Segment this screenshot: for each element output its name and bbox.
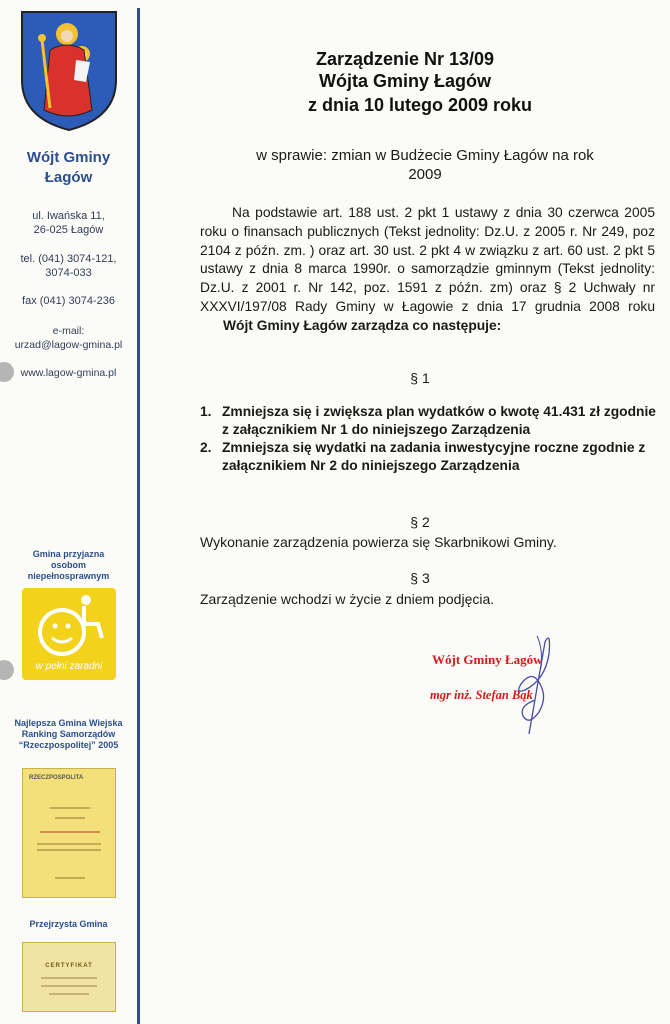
email-label: e-mail: bbox=[52, 325, 85, 337]
section-1-heading: § 1 bbox=[410, 370, 430, 386]
list-item-text: Zmniejsza się i zwiększa plan wydatków o kwotę 41.431 zł zgodnie z załącznikiem Nr 1 do niniejszego Zarządzenia bbox=[222, 404, 656, 437]
section-3-text: Zarządzenie wchodzi w życie z dniem podjęcia. bbox=[200, 591, 495, 607]
list-item-text: Zmniejsza się wydatki na zadania inwestycyjne roczne zgodnie z załącznikiem Nr 2 do niniejszego Zarządzenia bbox=[222, 440, 646, 473]
legal-basis-text: Na podstawie art. 188 ust. 2 pkt 1 ustawy z dnia 30 czerwca 2005 roku o finansach publicznych (Tekst jednolity: Dz.U. z 2005 r. Nr 249, poz 2104 z późn. zm. ) oraz art. 30 ust. 2 pkt 4 w związku z art. 60 ust. 2 pkt 5 ustawy z dnia 8 marca 1990r. o samorządzie gminnym (Tekst jednolity: Dz.U. z 2001 r. Nr 142, poz. 1591 z późn. zm) oraz § 2 Uchwały nr XXXVI/197/08 Rady Gminy w Łagowie z dnia 17 grudnia 2008 roku bbox=[200, 205, 655, 314]
section-2-text: Wykonanie zarządzenia powierza się Skarbnikowi Gminy. bbox=[200, 534, 557, 550]
document-body bbox=[140, 0, 670, 1024]
certificate-text-line bbox=[41, 977, 97, 979]
handwritten-signature bbox=[485, 628, 585, 738]
letterhead-sidebar bbox=[0, 0, 137, 1024]
document-subject bbox=[200, 146, 650, 184]
subject-line: 2009 bbox=[408, 166, 442, 183]
signature-stamp-name: mgr inż. Stefan Bąk bbox=[430, 688, 533, 702]
accessibility-badge bbox=[22, 588, 116, 680]
coat-of-arms-icon bbox=[20, 10, 118, 132]
badge-caption: w pełni zaradni bbox=[35, 661, 103, 672]
badge-title-line: “Rzeczpospolitej” 2005 bbox=[18, 740, 119, 750]
badge-title-line: osobom bbox=[51, 560, 86, 570]
list-item bbox=[200, 439, 660, 475]
diploma-text-line bbox=[55, 877, 85, 879]
signature-stamp-title: Wójt Gminy Łagów bbox=[432, 652, 543, 667]
punch-hole bbox=[0, 660, 14, 680]
badge-ranking-title bbox=[0, 718, 137, 751]
list-item bbox=[200, 403, 660, 439]
certificate-header: CERTYFIKAT bbox=[45, 963, 93, 969]
list-item-number: 1. bbox=[200, 404, 212, 419]
legal-basis-paragraph bbox=[200, 204, 655, 336]
website[interactable]: www.lagow-gmina.pl bbox=[20, 367, 117, 379]
office-name bbox=[0, 148, 137, 188]
diploma-text-line bbox=[40, 831, 100, 833]
phone-line: 3074-033 bbox=[45, 267, 92, 279]
diploma-header: RZECZPOSPOLITA bbox=[29, 775, 84, 781]
address-line: ul. Iwańska 11, bbox=[32, 210, 105, 222]
address bbox=[0, 209, 137, 237]
fax: fax (041) 3074-236 bbox=[22, 295, 115, 307]
subject-line: w sprawie: zmian w Budżecie Gminy Łagów na rok bbox=[256, 147, 594, 164]
badge-title-line: Najlepsza Gmina Wiejska bbox=[14, 718, 123, 728]
address-line: 26-025 Łagów bbox=[33, 224, 104, 236]
transparency-certificate bbox=[22, 942, 116, 1012]
wheelchair-smile-icon bbox=[22, 588, 116, 668]
email-address[interactable]: urzad@lagow-gmina.pl bbox=[14, 339, 123, 351]
badge-title-line: Ranking Samorządów bbox=[21, 729, 116, 739]
section-3-heading: § 3 bbox=[410, 570, 430, 586]
diploma-text-line bbox=[37, 843, 101, 845]
certificate-text-line bbox=[41, 985, 97, 987]
diploma-text-line bbox=[37, 849, 101, 851]
phone bbox=[0, 252, 137, 280]
office-name-line: Łagów bbox=[44, 169, 93, 186]
badge-title-line: niepełnosprawnym bbox=[27, 571, 110, 581]
legal-basis-decree: Wójt Gminy Łagów zarządza co następuje: bbox=[223, 317, 502, 333]
office-name-line: Wójt Gminy bbox=[26, 149, 111, 166]
email bbox=[0, 324, 137, 352]
title-line: Wójta Gminy Łagów bbox=[318, 71, 491, 91]
section-1-items bbox=[200, 403, 660, 475]
list-item-number: 2. bbox=[200, 440, 212, 455]
document-title bbox=[140, 48, 670, 92]
title-line: Zarządzenie Nr 13/09 bbox=[315, 49, 495, 69]
badge-accessibility-title bbox=[0, 549, 137, 582]
ranking-diploma bbox=[22, 768, 116, 898]
diploma-text-line bbox=[50, 807, 90, 809]
certificate-text-line bbox=[49, 993, 89, 995]
document-date: z dnia 10 lutego 2009 roku bbox=[307, 95, 533, 115]
badge-title-line: Gmina przyjazna bbox=[32, 549, 105, 559]
phone-line: tel. (041) 3074-121, bbox=[20, 253, 117, 265]
section-2-heading: § 2 bbox=[410, 514, 430, 530]
badge-transparency-title: Przejrzysta Gmina bbox=[29, 919, 108, 929]
diploma-text-line bbox=[55, 817, 85, 819]
